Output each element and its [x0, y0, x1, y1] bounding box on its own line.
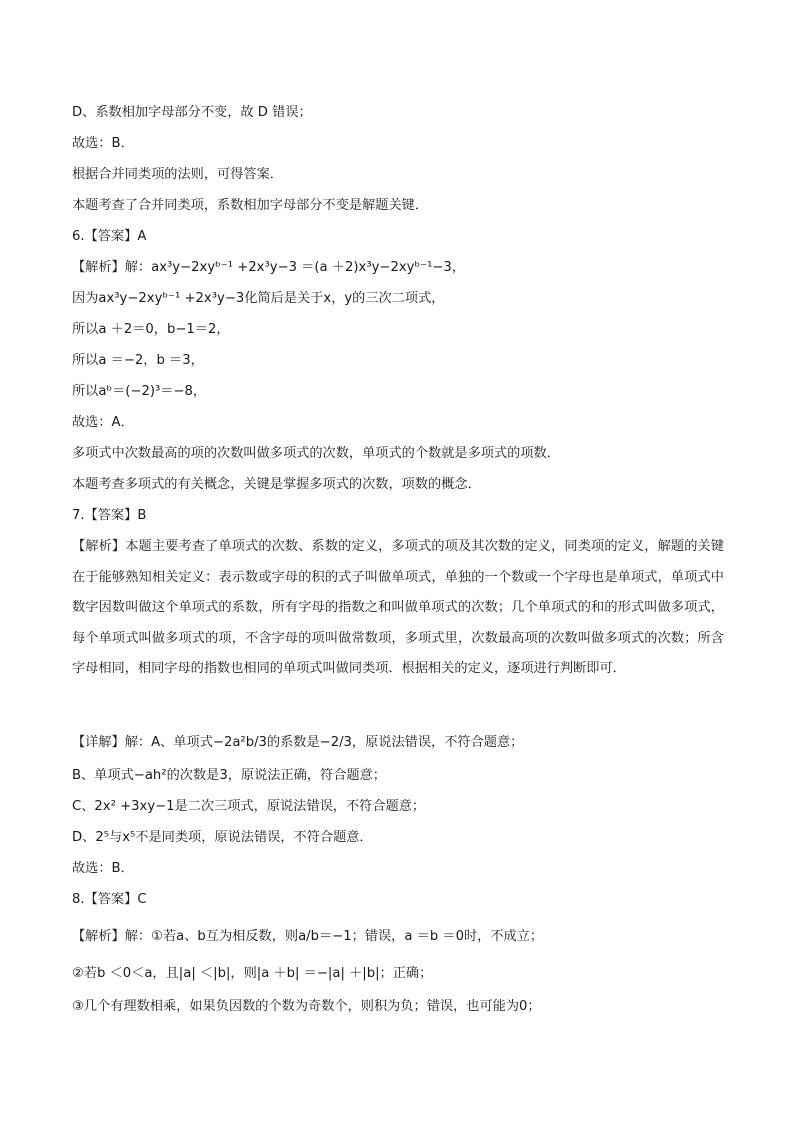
- text-line: D、2⁵与x⁵不是同类项，原说法错误，不符合题意．: [72, 830, 373, 845]
- text-line: 本题考查了合并同类项，系数相加字母部分不变是解题关键．: [72, 198, 429, 213]
- text-line: 多项式中次数最高的项的次数叫做多项式的次数，单项式的个数就是多项式的项数．: [72, 446, 560, 461]
- text-line: D、系数相加字母部分不变，故 D 错误；: [72, 105, 312, 120]
- text-line: 所以aᵇ＝(−2)³＝−8，: [72, 384, 207, 399]
- text-line: ③几个有理数相乘，如果负因数的个数为奇数个，则积为负；错误，也可能为0；: [72, 999, 541, 1014]
- text-line: 故选：B．: [72, 861, 134, 876]
- text-line: 【详解】解：A、单项式−2a²b/3的系数是−2/3，原说法错误，不符合题意；: [72, 735, 524, 750]
- analysis-paragraph: 【解析】本题主要考查了单项式的次数、系数的定义，多项式的项及其次数的定义，同类项的定义，解题的关键在于能够熟知相关定义：表示数或字母的积的式子叫做单项式，单独的一个数或一个字母也是单项式，单项式中数字因数叫做这个单项式的系数，所有字母的指数之和叫做单项式的次数；几个单项式的和的形式叫做多项式，每个单项式叫做多项式的项，不含字母的项叫做常数项，多项式里，次数最高项的次数叫做多项式的次数；所含字母相同，相同字母的指数也相同的单项式叫做同类项．根据相关的定义，逐项进行判断即可．: [72, 539, 724, 677]
- text-line: 本题考查多项式的有关概念，关键是掌握多项式的次数，项数的概念．: [72, 477, 481, 492]
- text-line: C、2x² +3xy−1是二次三项式，原说法错误，不符合题意；: [72, 799, 426, 814]
- answer-heading-7: 7.【答案】B: [72, 508, 147, 523]
- text-line: 所以a ＋2＝0，b−1＝2，: [72, 322, 230, 337]
- text-line: 故选：A．: [72, 415, 134, 430]
- text-line: 【解析】解：ax³y−2xyᵇ⁻¹ +2x³y−3 ＝(a ＋2)x³y−2xyᵇ⁻¹−3，: [72, 260, 465, 275]
- answer-heading-6: 6.【答案】A: [72, 229, 147, 244]
- answer-heading-8: 8.【答案】C: [72, 892, 147, 907]
- text-line: 所以a ＝−2，b ＝3，: [72, 353, 204, 368]
- text-line: 【解析】解：①若a、b互为相反数，则a/b＝−1；错误，a ＝b ＝0时，不成立；: [72, 929, 544, 944]
- text-line: 根据合并同类项的法则，可得答案．: [72, 167, 283, 182]
- text-line: B、单项式−ah²的次数是3，原说法正确，符合题意；: [72, 768, 386, 783]
- text-line: ②若b ＜0＜a，且|a| ＜|b|，则|a ＋b| ＝−|a| ＋|b|；正确；: [72, 966, 433, 981]
- text-line: 故选：B．: [72, 136, 134, 151]
- text-line: 因为ax³y−2xyᵇ⁻¹ +2x³y−3化简后是关于x，y的三次二项式，: [72, 291, 445, 306]
